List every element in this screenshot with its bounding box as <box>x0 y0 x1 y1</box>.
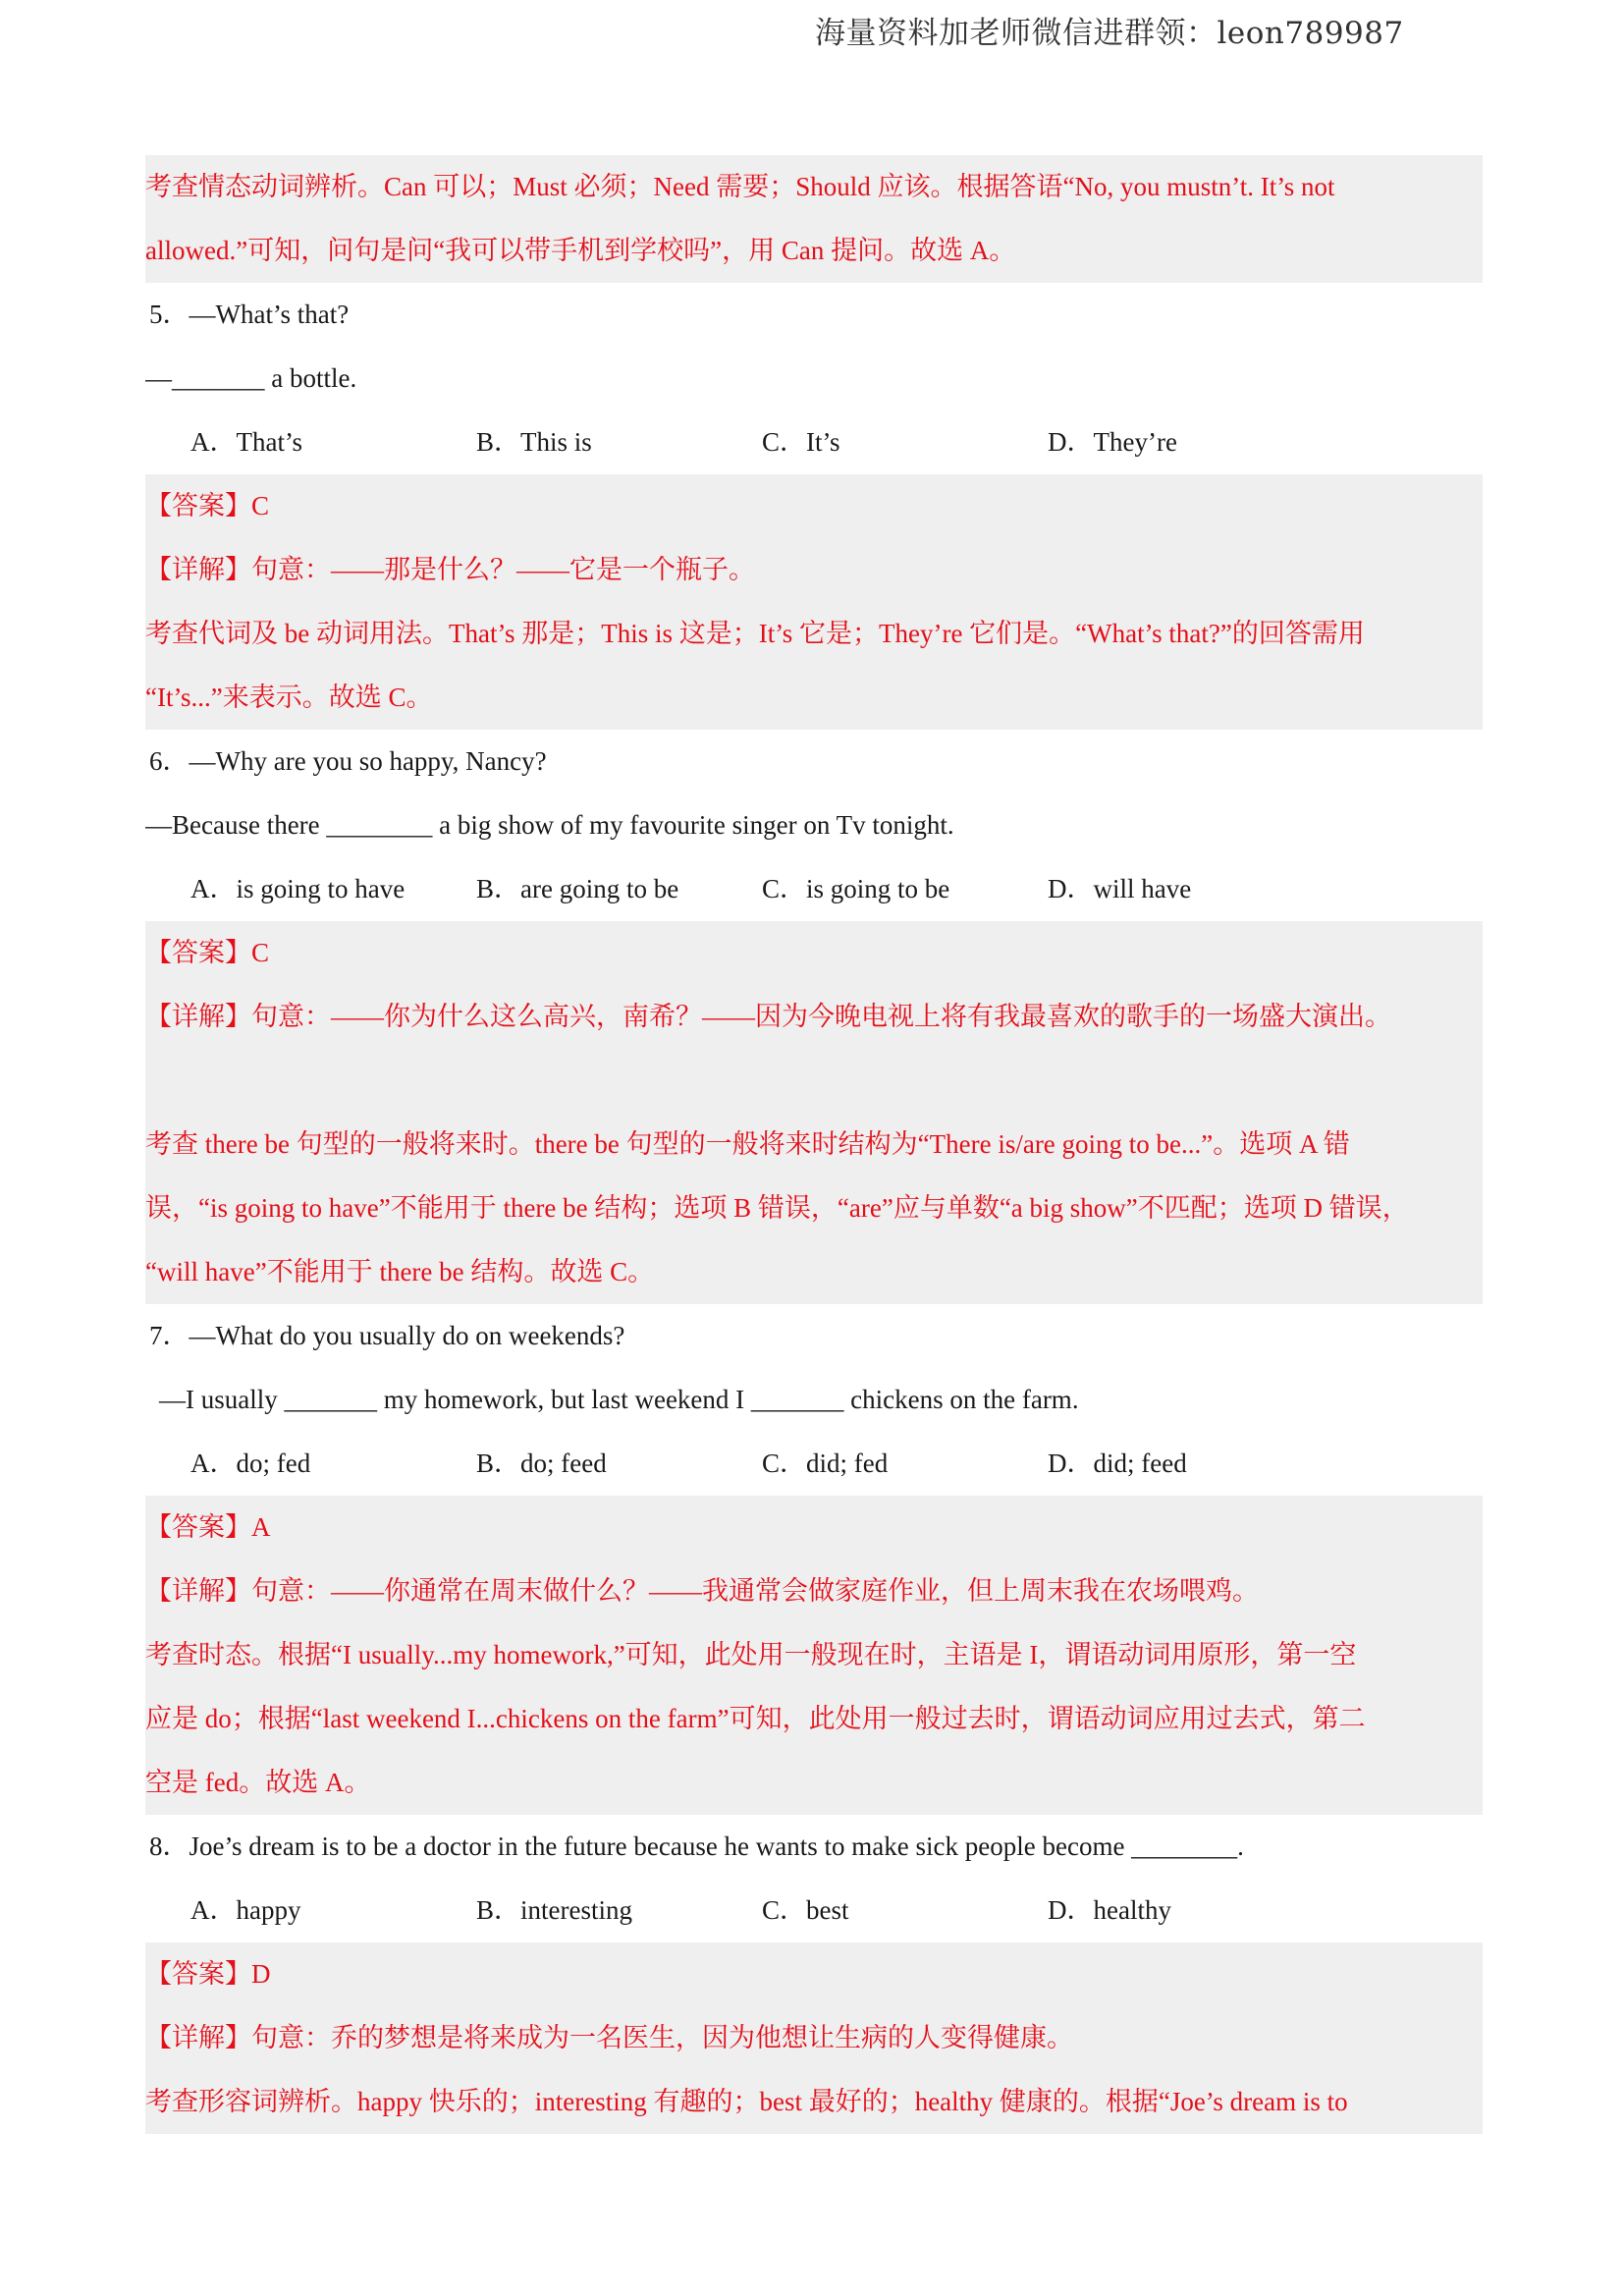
answer-block-q8 <box>145 1942 1483 2134</box>
question-line: —I usually _______ my homework, but last weekend I _______ chickens on the farm. <box>159 1385 1079 1414</box>
question-stem: 7．—What do you usually do on weekends? <box>149 1321 625 1350</box>
explain-line: 空是 fed。故选 A。 <box>145 1768 371 1797</box>
explain-line: 考查代词及 be 动词用法。That’s 那是；This is 这是；It’s 它是；They’re 它们是。“What’s that?”的回答需用 <box>145 619 1365 648</box>
options-row <box>145 857 1483 921</box>
question-stem: 5．—What’s that? <box>149 300 350 329</box>
question-8 <box>145 1815 1483 1942</box>
option-a: A．happy <box>190 1895 301 1925</box>
option-d: D．They’re <box>1048 427 1177 457</box>
question-5 <box>145 283 1483 474</box>
answer-label: 【答案】D <box>145 1959 271 1989</box>
question-line: —_______ a bottle. <box>145 363 357 393</box>
detail-line: 【详解】句意：——你通常在周末做什么？——我通常会做家庭作业，但上周末我在农场喂鸡。 <box>145 1576 1259 1606</box>
detail-line: 【详解】句意：乔的梦想是将来成为一名医生，因为他想让生病的人变得健康。 <box>145 2023 1073 2052</box>
option-a: A．do; fed <box>190 1449 311 1478</box>
option-d: D．will have <box>1048 874 1192 903</box>
answer-block-q6 <box>145 921 1483 1304</box>
answer-block-q5 <box>145 474 1483 730</box>
detail-line: 【详解】句意：——你为什么这么高兴，南希？——因为今晚电视上将有我最喜欢的歌手的一场盛大演出。 <box>145 1002 1391 1031</box>
blank-line <box>145 1049 1483 1113</box>
option-d: D．healthy <box>1048 1895 1171 1925</box>
option-c: C．did; fed <box>762 1449 889 1478</box>
option-a: A．That’s <box>190 427 302 457</box>
answer-label: 【答案】A <box>145 1512 271 1542</box>
detail-line: 【详解】句意：——那是什么？——它是一个瓶子。 <box>145 555 755 584</box>
explain-line: “It’s...”来表示。故选 C。 <box>145 683 433 712</box>
options-row <box>145 410 1483 474</box>
question-6 <box>145 730 1483 921</box>
answer-label: 【答案】C <box>145 491 270 520</box>
option-b: B．interesting <box>476 1895 632 1925</box>
explain-line: 考查形容词辨析。happy 快乐的；interesting 有趣的；best 最好的；healthy 健康的。根据“Joe’s dream is to <box>145 2087 1348 2116</box>
answer-block-q4 <box>145 155 1483 283</box>
explain-line: 应是 do；根据“last weekend I...chickens on the farm”可知，此处用一般过去时，谓语动词应用过去式，第二 <box>145 1704 1366 1733</box>
option-c: C．is going to be <box>762 874 950 903</box>
option-b: B．This is <box>476 427 592 457</box>
explain-line: “will have”不能用于 there be 结构。故选 C。 <box>145 1257 655 1286</box>
explain-line: 误，“is going to have”不能用于 there be 结构；选项 B 错误，“are”应与单数“a big show”不匹配；选项 D 错误， <box>145 1193 1409 1223</box>
answer-block-q7 <box>145 1496 1483 1815</box>
explain-line: allowed.”可知，问句是问“我可以带手机到学校吗”，用 Can 提问。故选 A。 <box>145 236 1016 265</box>
options-row <box>145 1879 1483 1942</box>
question-7 <box>145 1304 1483 1496</box>
explain-line: 考查 there be 句型的一般将来时。there be 句型的一般将来时结构为“There is/are going to be...”。选项 A 错 <box>145 1129 1350 1159</box>
page-header: 海量资料加老师微信进群领：leon789987 <box>815 16 1404 51</box>
option-c: C．It’s <box>762 427 840 457</box>
page-content <box>145 155 1483 2134</box>
question-stem: 6．—Why are you so happy, Nancy? <box>149 746 547 776</box>
option-b: B．do; feed <box>476 1449 607 1478</box>
option-b: B．are going to be <box>476 874 679 903</box>
question-line: —Because there ________ a big show of my favourite singer on Tv tonight. <box>145 810 954 840</box>
option-a: A．is going to have <box>190 874 406 903</box>
explain-line: 考查情态动词辨析。Can 可以；Must 必须；Need 需要；Should 应该。根据答语“No, you mustn’t. It’s not <box>145 172 1335 201</box>
question-stem: 8．Joe’s dream is to be a doctor in the future because he wants to make sick people become ________. <box>149 1831 1244 1861</box>
option-d: D．did; feed <box>1048 1449 1187 1478</box>
options-row <box>145 1432 1483 1496</box>
explain-line: 考查时态。根据“I usually...my homework,”可知，此处用一般现在时，主语是 I，谓语动词用原形，第一空 <box>145 1640 1357 1669</box>
answer-label: 【答案】C <box>145 938 270 967</box>
option-c: C．best <box>762 1895 849 1925</box>
